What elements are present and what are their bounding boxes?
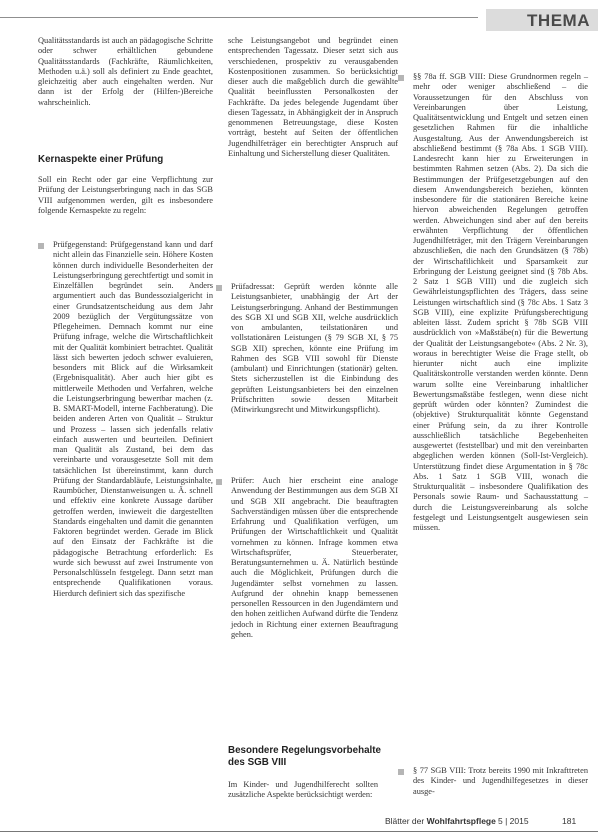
bullet-77-text: § 77 SGB VIII: Trotz bereits 1990 mit Inkrafttreten des Kinder- und Jugendhilfegesetzes in dieser ausge- bbox=[413, 766, 588, 796]
section-heading-kernaspekte: Kernaspekte einer Prüfung bbox=[38, 154, 164, 165]
bullet-pruefgegenstand bbox=[38, 240, 213, 599]
footer-rule bbox=[0, 831, 598, 832]
bullet-marker bbox=[398, 75, 404, 81]
bullet-pruefadressat-text: Prüfadressat: Geprüft werden könnte alle Leistungsanbieter, unabhängig der Art der Leistungserbringung. Anhand der Bestimmungen des SGB XI und SGB XII, welche ausdrücklich von ambulanten, teilstationären und vollstationären Leistungen (§ 79 SGB XI, § 75 SGB XII) sprechen, könnte eine Prüfung im Rahmen des SGB VIII sowohl für Dienste (ambulant) und Einrichtungen (stationär) gelten. Stets sicherzustellen ist die Einbindung des geprüften Leistungsanbieters bei den einzelnen Prüfschritten sowie dessen Mitarbeit (Mitwirkungsrecht und Mitwirkungspflicht). bbox=[231, 282, 398, 414]
besondere-paragraph: Im Kinder- und Jugendhilferecht sollten zusätzliche Aspekte berücksichtigt werden: bbox=[228, 780, 378, 800]
bullet-78a bbox=[398, 72, 588, 533]
page-number: 181 bbox=[562, 816, 577, 826]
intro-paragraph: Qualitätsstandards ist auch an pädagogische Schritte oder schwer erhältlichen gebundene Qualitätsstandards (Fachkräfte, Räumlichkeiten, Methoden u.ä.) soll als definiert zu Ende geachtet, gleichzeitig aber auch eingehalten werden. Nur dann ist der Erfolg der (Hilfen-)Bereiche wahrscheinlich. bbox=[38, 36, 213, 107]
section-heading-besondere: Besondere Regelungsvorbehalte des SGB VIII bbox=[228, 745, 381, 768]
journal-name: Wohlfahrtspflege bbox=[426, 816, 496, 826]
bullet-marker bbox=[216, 285, 222, 291]
journal-name-prefix: Blätter der bbox=[385, 816, 427, 826]
footer-journal bbox=[385, 816, 496, 826]
bullet-pruefer-text: Prüfer: Auch hier erscheint eine analoge Anwendung der Bestimmungen aus dem SGB XI und SGB XII angebracht. Die beauftragten Sachverständigen müssen über die entsprechende Erfahrung und Qualifikation verfügen, um Prüfungen der Wirtschaftlichkeit und Qualität vornehmen zu können. Infrage kommen etwa Wirtschaftsprüfer, Steuerberater, Beratungsunternehmen u. Ä. Natürlich bestünde auch die Möglichkeit, Prüfungen durch die Jugendämter selbst vornehmen zu lassen. Aufgrund der ohnehin knapp bemessenen personellen Ressourcen in den Jugendämtern und den hohen zeitlichen Aufwand dürfte die Tendenz jedoch in Richtung einer externen Beauftragung gehen. bbox=[231, 476, 398, 639]
bullet-pruefgegenstand-text: Prüfgegenstand: Prüfgegenstand kann und darf nicht allein das Finanzielle sein. Höhere Kosten können durch individuelle Besonderheiten der Leistungserbringung gerechtfertigt und somit in Einzelfällen begründet sein. Anders argumentiert auch das Bundessozialgericht in einer Grundsatzentscheidung aus dem Jahr 2009 bezüglich der Vergütungssätze von Pflegeheimen. Demnach kommt nur eine Prüfung infrage, welche die Wirtschaftlichkeit mit der Qualität kombiniert betrachtet. Qualität lässt sich bewerten jedoch schwer evaluieren, besonders mit Blick auf die Wirksamkeit (Ergebnisqualität). Aber auch hier gibt es mittlerweile Methoden und Verfahren, welche die Leistungserbringung bewertbar machen (z. B. SMART-Modell, interne Fachberatung). Die beiden anderen Arten von Qualität – Struktur und Prozess – lassen sich jedenfalls relativ einfach auswerten und beurteilen. Definiert man Qualität als Zustand, bei dem das vereinbarte und vorausgesetzte Soll mit dem tatsächlichen Ist übereinstimmt, kann durch Prüfung der Standardabläufe, Leistungsinhalte, Raumbücher, Dienstanweisungen u. Ä. schnell und effektiv eine konkrete Aussage darüber getroffen werden, inwieweit die dargestellten Standards eingehalten und damit die genannten Faktoren begründet werden. Gerade im Blick auf den Einsatz der Fachkräfte ist die pädagogische Betrachtung erforderlich: Es wurde sich bewusst auf zwei Instrumente von Personalschlüsseln festgelegt. Dann setzt man entsprechende Qualifikationen voraus. Hierdurch definiert sich das spezifische bbox=[53, 240, 213, 598]
bullet-marker bbox=[216, 479, 222, 485]
section-title: THEMA bbox=[527, 11, 590, 30]
bullet-marker bbox=[38, 243, 44, 249]
section-tab bbox=[486, 9, 598, 31]
kernaspekte-paragraph: Soll ein Recht oder gar eine Verpflichtung zur Prüfung der Leistungserbringung nach in das SGB VIII aufgenommen werden, gilt es insbesondere folgende Kernaspekte zu regeln: bbox=[38, 175, 213, 215]
footer-issue: 5 | 2015 bbox=[498, 816, 529, 826]
column-2-intro: sche Leistungsangebot und begründet einen entsprechenden Tagessatz. Dieser setzt sich aus verschiedenen, prospektiv zu verausgabenden Kostenpositionen zusammen. So berücksichtigt dieser auch die maßgeblich durch die gewählte Qualität beeinflussten Personalkosten der Fachkräfte. Da jedes belegende Jugendamt über diesen Tagessatz, in Abhängigkeit der in Anspruch genommenen Betreuungstage, diese Kosten vorträgt, besteht auf Seiten der öffentlichen Jugendhilfeträger ein berechtigter Anspruch auf Einhaltung und Sicherstellung dieser Qualitäten. bbox=[228, 36, 398, 158]
bullet-78a-text: §§ 78a ff. SGB VIII: Diese Grundnormen regeln – mehr oder weniger abschließend – die Voraussetzungen für den Abschluss von Vereinbarungen über Leistung, Qualitätsentwicklung und Entgelt und setzen einen gesetzlichen Rahmen für die inhaltliche Ausgestaltung. Aus der Anwendungsbereich ist abschließend bestimmt (§ 78a Abs. 1 SGB VIII). Landesrecht kann hier zu Erweiterungen in bestimmten Rahmen setzen (Abs. 2). Da sich die Bestimmungen der Prüfgesetzgebungen auf den diesem Anwendungsbereich beziehen, könnten insbesondere für die stationären Bereiche keine hiervon abweichenden Regelungen getroffen werden. Abweichungen sind aber auf den bereits erwähnten Verpflichtung der öffentlichen Jugendhilfeträger, mit den Trägern Vereinbarungen abzuschließen, die nach den Grundsätzen (§ 78b) der Wirtschaftlichkeit und Sparsamkeit zur Erbringung der Leistung geeignet sind (§ 78b Abs. 2 Satz 1 SGB VIII) und die zugleich sich Gewährleistungspflichten des Trägers, dass seine Leistungen wirtschaftlich sind (§ 78c Abs. 1 Satz 3 SGB VIII), eine explizite Prüfungsberechtigung ableiten lässt. Zudem spricht § 78b SGB VIII ausdrücklich von »Maßstäbe(n) für die Bewertung der Qualität der Leistungsangebote« (Abs. 2 Nr. 3), woraus in berechtigter Weise die Frage stellt, ob hierunter nicht auch eine implizite Qualitätskontrolle verstanden werden könnte. Denn warum sollte eine Vereinbarung inhaltlicher Bewertungsmaßstäbe festlegen, wenn diese nicht geprüft würden oder könnten? Zumindest die (objektive) Strukturqualität könnte Gegenstand einer Prüfung sein, da zu ihrer Kontrolle ausschließlich tatsächliche Begebenheiten ausgewertet (feststellbar) und mit den vereinbarten abgeglichen werden können (Soll-Ist-Vergleich). Unterstützung findet diese Argumentation in § 78c Abs. 1 Satz 1 SGB VIII, wonach die Strukturqualität – insbesondere Qualifikation des Personals sowie Raum- und Sachausstattung – durch die Leistungsvereinbarung als solche festgelegt und Leistungsentgelt ausgewiesen sein müssen. bbox=[413, 72, 588, 532]
bullet-pruefer bbox=[216, 476, 398, 640]
bullet-77 bbox=[398, 766, 588, 797]
bullet-pruefadressat bbox=[216, 282, 398, 415]
header-rule bbox=[0, 17, 478, 18]
bullet-marker bbox=[398, 769, 404, 775]
